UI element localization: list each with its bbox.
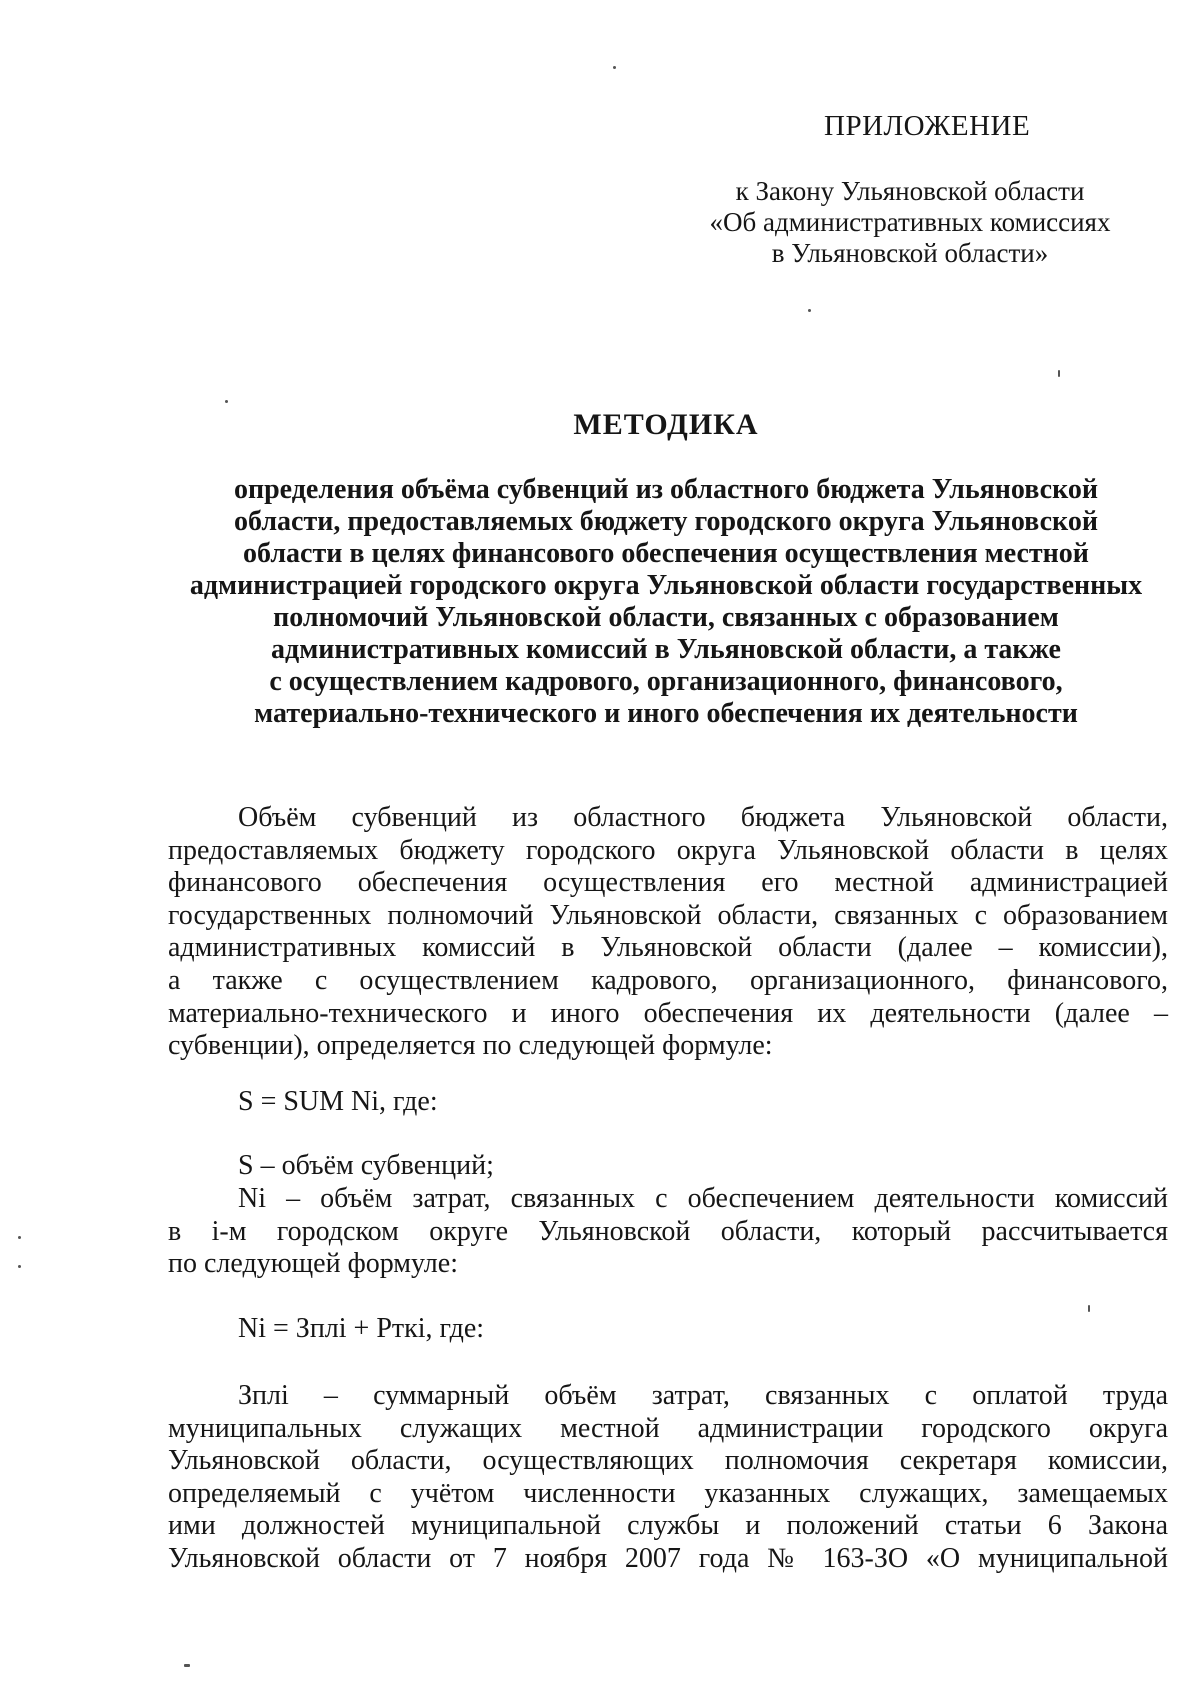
subtitle-line: администрацией городского округа Ульяновской области государственных bbox=[189, 570, 1143, 601]
definition-ni bbox=[168, 1183, 1168, 1281]
appendix-ref-line: в Ульяновской области» bbox=[771, 238, 1049, 268]
appendix-ref-line: «Об административных комиссиях bbox=[709, 207, 1111, 237]
paragraph-line: предоставляемых бюджету городского округа Ульяновской области в целях bbox=[168, 834, 1168, 866]
subtitle-line: с осуществлением кадрового, организационного, финансового, bbox=[269, 666, 1063, 697]
scan-speck bbox=[1058, 370, 1060, 377]
subtitle-line: материально-технического и иного обеспечения их деятельности bbox=[254, 698, 1078, 729]
definition-line: Зплi – суммарный объём затрат, связанных с оплатой труда bbox=[238, 1380, 1168, 1411]
scan-speck bbox=[613, 66, 616, 69]
definition-line: по следующей формуле: bbox=[168, 1248, 458, 1280]
subtitle-line: области, предоставляемых бюджету городского округа Ульяновской bbox=[234, 506, 1098, 537]
document-title: МЕТОДИКА bbox=[573, 408, 759, 441]
scan-speck bbox=[808, 309, 811, 312]
appendix-ref-line: к Закону Ульяновской области bbox=[735, 176, 1085, 206]
paragraph-subsidy-volume bbox=[168, 802, 1168, 1063]
definition-line: Ni – объём затрат, связанных с обеспечением деятельности комиссий bbox=[238, 1183, 1168, 1214]
paragraph-line: материально-технического и иного обеспечения их деятельности (далее – bbox=[168, 997, 1168, 1029]
definition-line: ими должностей муниципальной службы и положений статьи 6 Закона bbox=[168, 1510, 1168, 1542]
appendix-title: ПРИЛОЖЕНИЕ bbox=[824, 110, 1031, 142]
paragraph-line: финансового обеспечения осуществления его местной администрацией bbox=[168, 867, 1168, 899]
paragraph-line: Объём субвенций из областного бюджета Ульяновской области, bbox=[238, 802, 1168, 833]
paragraph-line: субвенции), определяется по следующей формуле: bbox=[168, 1030, 773, 1062]
subtitle-line: административных комиссий в Ульяновской области, а также bbox=[271, 634, 1061, 665]
formula-district-costs: Ni = Зплi + Рткi, где: bbox=[238, 1313, 485, 1344]
subtitle-line: полномочий Ульяновской области, связанных с образованием bbox=[273, 602, 1059, 633]
scan-speck bbox=[225, 400, 228, 403]
definition-line: определяемый с учётом численности указанных служащих, замещаемых bbox=[168, 1477, 1168, 1509]
paragraph-line: а также с осуществлением кадрового, организационного, финансового, bbox=[168, 964, 1168, 996]
definition-s: S – объём субвенций; bbox=[238, 1150, 494, 1181]
definition-zpl bbox=[168, 1380, 1168, 1576]
scan-speck bbox=[18, 1236, 21, 1239]
paragraph-line: административных комиссий в Ульяновской области (далее – комиссии), bbox=[168, 932, 1168, 964]
definition-line: муниципальных служащих местной администрации городского округа bbox=[168, 1412, 1168, 1444]
scan-speck bbox=[184, 1664, 190, 1667]
definition-line: в i-м городском округе Ульяновской области, который рассчитывается bbox=[168, 1215, 1168, 1247]
appendix-reference bbox=[660, 176, 1160, 269]
scan-speck bbox=[1088, 1305, 1090, 1312]
definition-line: Ульяновской области, осуществляющих полномочия секретаря комиссии, bbox=[168, 1445, 1168, 1477]
subtitle-line: определения объёма субвенций из областного бюджета Ульяновской bbox=[233, 474, 1099, 505]
document-subtitle bbox=[150, 474, 1182, 730]
scan-speck bbox=[18, 1265, 21, 1268]
subtitle-line: области в целях финансового обеспечения осуществления местной bbox=[243, 538, 1089, 569]
definition-line: Ульяновской области от 7 ноября 2007 года № 163-ЗО «О муниципальной bbox=[168, 1542, 1168, 1574]
paragraph-line: государственных полномочий Ульяновской области, связанных с образованием bbox=[168, 899, 1168, 931]
formula-total-subsidy: S = SUM Ni, где: bbox=[238, 1086, 438, 1117]
